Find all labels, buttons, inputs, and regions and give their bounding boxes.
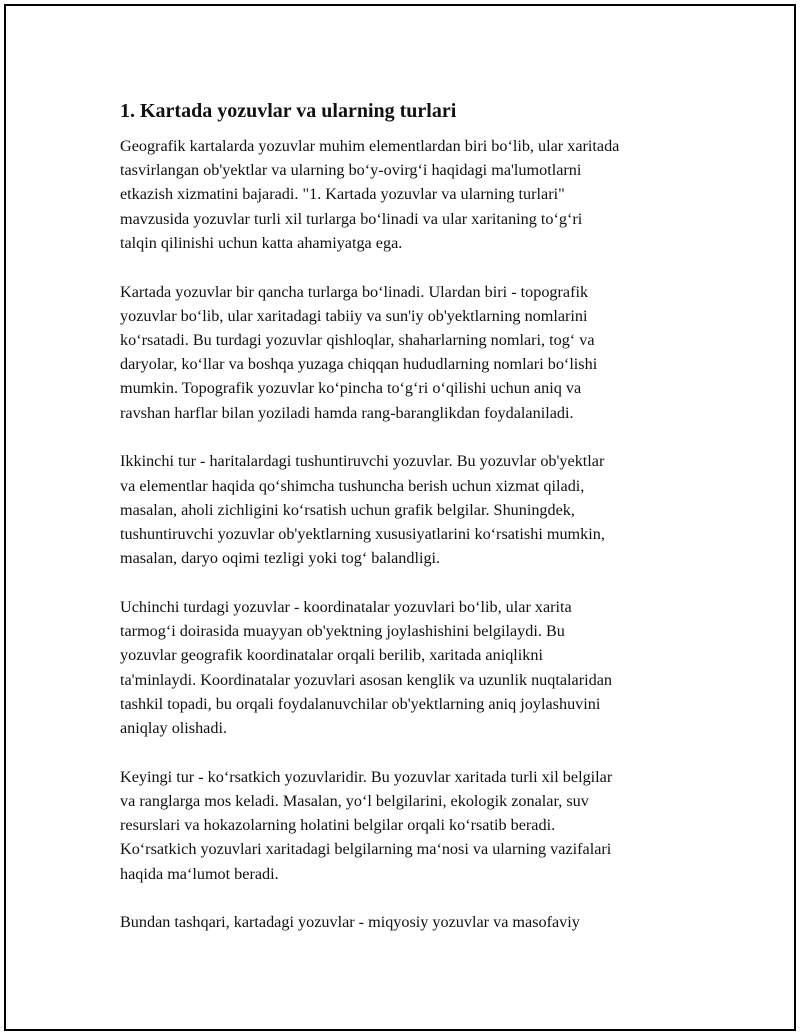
paragraph-6 [120, 910, 700, 934]
document-title: 1. Kartada yozuvlar va ularning turlari [120, 100, 457, 122]
text-line: masalan, aholi zichligini ko‘rsatish uchun grafik belgilar. Shuningdek, [120, 500, 575, 519]
text-line: Bundan tashqari, kartadagi yozuvlar - miqyosiy yozuvlar va masofaviy [120, 913, 580, 932]
text-line: Geografik kartalarda yozuvlar muhim elementlardan biri bo‘lib, ular xaritada [120, 137, 620, 155]
text-line: tasvirlangan ob'yektlar va ularning bo‘y-ovirg‘i haqidagi ma'lumotlarni [120, 161, 582, 180]
text-line: Ikkinchi tur - haritalardagi tushuntiruvchi yozuvlar. Bu yozuvlar ob'yektlar [120, 452, 605, 471]
text-line: Ko‘rsatkich yozuvlari xaritadagi belgilarning ma‘nosi va ularning vazifalari [120, 840, 612, 859]
paragraph-5 [120, 765, 700, 886]
text-line: ko‘rsatadi. Bu turdagi yozuvlar qishloqlar, shaharlarning nomlari, tog‘ va [120, 331, 595, 350]
paragraph-1 [120, 134, 700, 255]
text-line: aniqlay olishadi. [120, 719, 227, 738]
text-line: talqin qilinishi uchun katta ahamiyatga ega. [120, 233, 403, 252]
text-line: ta'minlaydi. Koordinatalar yozuvlari asosan kenglik va uzunlik nuqtalaridan [120, 670, 612, 689]
text-line: haqida ma‘lumot beradi. [120, 864, 279, 883]
text-line: etkazish xizmatini bajaradi. "1. Kartada yozuvlar va ularning turlari" [120, 185, 565, 204]
page-frame [4, 4, 796, 1031]
text-line: tushuntiruvchi yozuvlar ob'yektlarning xususiyatlarini ko‘rsatishi mumkin, [120, 525, 605, 544]
text-line: Keyingi tur - ko‘rsatkich yozuvlaridir. Bu yozuvlar xaritada turli xil belgilar [120, 767, 613, 786]
text-line: va elementlar haqida qo‘shimcha tushuncha berish uchun xizmat qiladi, [120, 476, 585, 495]
text-line: Uchinchi turdagi yozuvlar - koordinatalar yozuvlari bo‘lib, ular xarita [120, 598, 572, 617]
paragraph-3 [120, 449, 700, 570]
text-line: mavzusida yozuvlar turli xil turlarga bo‘linadi va ular xaritaning to‘g‘ri [120, 209, 583, 228]
document-body [120, 98, 700, 959]
paragraph-4 [120, 595, 700, 740]
paragraph-2 [120, 280, 700, 425]
text-line: tarmog‘i doirasida muayyan ob'yektning joylashishini belgilaydi. Bu [120, 622, 565, 641]
text-line: va ranglarga mos keladi. Masalan, yo‘l belgilarini, ekologik zonalar, suv [120, 792, 589, 811]
text-line: tashkil topadi, bu orqali foydalanuvchilar ob'yektlarning aniq joylashuvini [120, 694, 601, 713]
text-line: resurslari va hokazolarning holatini belgilar orqali ko‘rsatib beradi. [120, 816, 556, 835]
text-line: Kartada yozuvlar bir qancha turlarga bo‘linadi. Ulardan biri - topografik [120, 282, 589, 301]
text-line: yozuvlar bo‘lib, ular xaritadagi tabiiy va sun'iy ob'yektlarning nomlarini [120, 306, 588, 325]
text-line: masalan, daryo oqimi tezligi yoki tog‘ balandligi. [120, 549, 441, 568]
text-line: daryolar, ko‘llar va boshqa yuzaga chiqqan hududlarning nomlari bo‘lishi [120, 355, 598, 374]
text-line: yozuvlar geografik koordinatalar orqali berilib, xaritada aniqlikni [120, 646, 543, 665]
text-line: ravshan harflar bilan yoziladi hamda rang-baranglikdan foydalaniladi. [120, 403, 574, 422]
text-line: mumkin. Topografik yozuvlar ko‘pincha to‘g‘ri o‘qilishi uchun aniq va [120, 379, 582, 398]
